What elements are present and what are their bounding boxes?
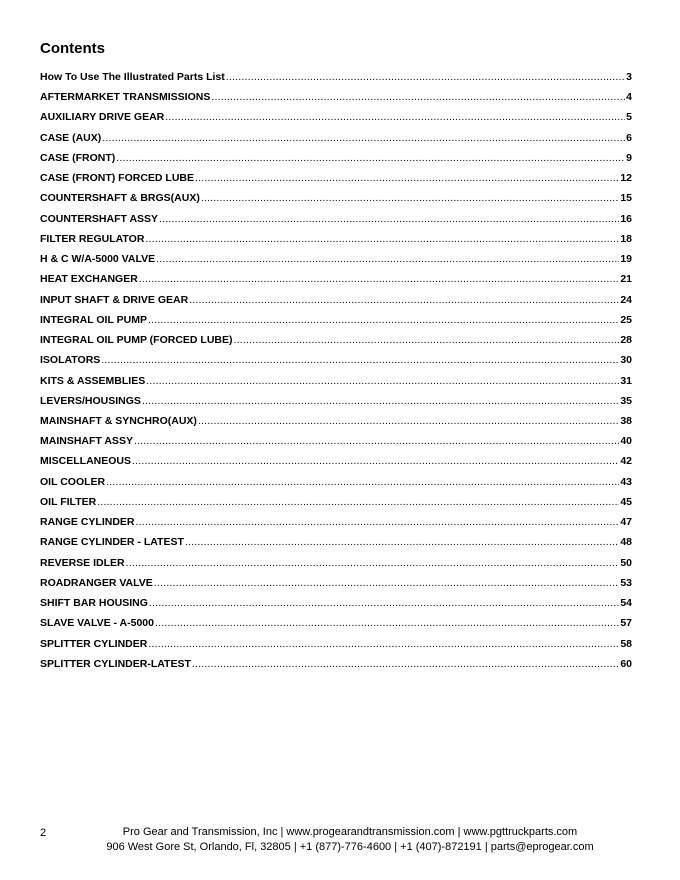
toc-entry[interactable] — [40, 171, 640, 191]
toc-entry-label: INTEGRAL OIL PUMP (FORCED LUBE) — [40, 334, 233, 347]
toc-dot-leader — [189, 293, 619, 308]
toc-dot-leader — [145, 232, 619, 247]
toc-dot-leader — [155, 616, 619, 631]
toc-entry-page: 40 — [620, 435, 632, 448]
toc-entry-label: RANGE CYLINDER - LATEST — [40, 536, 184, 549]
toc-entry-page: 47 — [620, 516, 632, 529]
toc-entry-page: 21 — [620, 273, 632, 286]
toc-dot-leader — [195, 171, 619, 186]
toc-entry[interactable] — [40, 232, 640, 252]
toc-entry-label: MAINSHAFT & SYNCHRO(AUX) — [40, 414, 197, 427]
toc-entry-label: SHIFT BAR HOUSING — [40, 597, 148, 610]
toc-dot-leader — [156, 252, 619, 267]
toc-entry[interactable] — [40, 414, 640, 434]
toc-entry-page: 50 — [620, 556, 632, 569]
toc-entry[interactable] — [40, 394, 640, 414]
toc-entry-label: LEVERS/HOUSINGS — [40, 394, 141, 407]
toc-dot-leader — [165, 110, 625, 125]
toc-entry-label: OIL FILTER — [40, 495, 97, 508]
toc-entry-label: H & C W/A-5000 VALVE — [40, 253, 156, 266]
toc-entry[interactable] — [40, 151, 640, 171]
toc-entry-label: COUNTERSHAFT ASSY — [40, 212, 159, 225]
toc-entry-label: ROADRANGER VALVE — [40, 576, 153, 589]
toc-entry-page: 58 — [620, 637, 632, 650]
toc-entry[interactable] — [40, 434, 640, 454]
toc-entry[interactable] — [40, 212, 640, 232]
toc-entry-page: 48 — [620, 536, 632, 549]
toc-entry-label: CASE (FRONT) — [40, 151, 116, 164]
toc-entry[interactable] — [40, 576, 640, 596]
toc-entry-page: 45 — [620, 495, 632, 508]
toc-entry-label: MISCELLANEOUS — [40, 455, 132, 468]
table-of-contents — [40, 70, 640, 677]
toc-entry[interactable] — [40, 515, 640, 535]
toc-entry-label: How To Use The Illustrated Parts List — [40, 71, 225, 83]
toc-entry[interactable] — [40, 333, 640, 353]
toc-entry-label: AUXILIARY DRIVE GEAR — [40, 111, 165, 124]
toc-entry-label: CASE (FRONT) FORCED LUBE — [40, 172, 194, 185]
toc-dot-leader — [142, 394, 619, 409]
toc-entry-page: 54 — [620, 597, 632, 610]
toc-entry[interactable] — [40, 272, 640, 292]
toc-entry-page: 16 — [620, 212, 632, 225]
toc-entry-page: 31 — [620, 374, 632, 387]
toc-dot-leader — [185, 535, 619, 550]
toc-entry-page: 6 — [626, 131, 632, 144]
toc-entry[interactable] — [40, 191, 640, 211]
toc-entry-label: COUNTERSHAFT & BRGS(AUX) — [40, 192, 200, 205]
toc-dot-leader — [146, 374, 619, 389]
toc-entry-page: 15 — [620, 192, 632, 205]
toc-entry-label: ISOLATORS — [40, 354, 101, 367]
toc-entry-label: KITS & ASSEMBLIES — [40, 374, 146, 387]
toc-entry-page: 24 — [620, 293, 632, 306]
toc-entry-label: RANGE CYLINDER — [40, 516, 135, 529]
toc-dot-leader — [139, 272, 620, 287]
toc-entry-page: 25 — [620, 313, 632, 326]
toc-entry-page: 28 — [620, 334, 632, 347]
page-footer — [0, 825, 680, 855]
toc-entry-page: 42 — [620, 455, 632, 468]
toc-dot-leader — [101, 353, 619, 368]
toc-entry-label: SPLITTER CYLINDER-LATEST — [40, 657, 191, 670]
toc-entry[interactable] — [40, 596, 640, 616]
toc-dot-leader — [211, 90, 625, 105]
toc-dot-leader — [201, 191, 619, 206]
toc-dot-leader — [148, 637, 619, 652]
toc-entry-page: 4 — [626, 91, 632, 104]
toc-dot-leader — [226, 70, 625, 85]
toc-entry[interactable] — [40, 657, 640, 677]
toc-dot-leader — [234, 333, 620, 348]
page-number: 2 — [40, 827, 47, 839]
toc-entry[interactable] — [40, 90, 640, 110]
toc-entry[interactable] — [40, 353, 640, 373]
toc-entry-page: 18 — [620, 232, 632, 245]
toc-entry-page: 9 — [626, 151, 632, 164]
toc-entry-label: HEAT EXCHANGER — [40, 273, 138, 286]
page-title: Contents — [40, 40, 105, 57]
toc-dot-leader — [97, 495, 619, 510]
toc-entry-page: 30 — [620, 354, 632, 367]
toc-entry-page: 53 — [620, 576, 632, 589]
toc-entry[interactable] — [40, 110, 640, 130]
toc-dot-leader — [159, 212, 619, 227]
toc-entry-label: SLAVE VALVE - A-5000 — [40, 617, 154, 630]
toc-dot-leader — [126, 556, 620, 571]
toc-entry[interactable] — [40, 495, 640, 515]
toc-entry[interactable] — [40, 293, 640, 313]
toc-entry[interactable] — [40, 131, 640, 151]
toc-dot-leader — [136, 515, 620, 530]
toc-dot-leader — [102, 131, 625, 146]
toc-dot-leader — [134, 434, 619, 449]
toc-entry-label: FILTER REGULATOR — [40, 232, 145, 245]
toc-entry[interactable] — [40, 374, 640, 394]
toc-entry[interactable] — [40, 252, 640, 272]
toc-dot-leader — [149, 596, 619, 611]
toc-entry-page: 5 — [626, 111, 632, 124]
toc-entry-page: 12 — [620, 172, 632, 185]
toc-entry[interactable] — [40, 313, 640, 333]
toc-entry-label: OIL COOLER — [40, 475, 106, 488]
toc-entry-page: 43 — [620, 475, 632, 488]
toc-entry-page: 19 — [620, 253, 632, 266]
toc-dot-leader — [154, 576, 620, 591]
toc-entry-label: INTEGRAL OIL PUMP — [40, 313, 147, 326]
toc-entry-page: 60 — [620, 657, 632, 670]
toc-entry[interactable] — [40, 637, 640, 657]
toc-entry-label: CASE (AUX) — [40, 131, 102, 144]
toc-entry[interactable] — [40, 475, 640, 495]
toc-dot-leader — [198, 414, 619, 429]
toc-dot-leader — [192, 657, 619, 672]
toc-dot-leader — [132, 454, 619, 469]
toc-entry-page: 38 — [620, 414, 632, 427]
toc-entry-page: 3 — [626, 71, 632, 83]
toc-entry-label: MAINSHAFT ASSY — [40, 435, 133, 448]
footer-address-line: 906 West Gore St, Orlando, Fl, 32805 | +1 (877)-776-4600 | +1 (407)-872191 | parts@eprogear.com — [106, 841, 594, 853]
toc-entry-page: 57 — [620, 617, 632, 630]
footer-company-line: Pro Gear and Transmission, Inc | www.progearandtransmission.com | www.pgttruckparts.com — [122, 826, 578, 838]
toc-entry-label: AFTERMARKET TRANSMISSIONS — [40, 91, 211, 104]
toc-entry-label: INPUT SHAFT & DRIVE GEAR — [40, 293, 189, 306]
toc-entry-label: REVERSE IDLER — [40, 556, 125, 569]
toc-entry-label: SPLITTER CYLINDER — [40, 637, 148, 650]
toc-dot-leader — [148, 313, 619, 328]
toc-entry[interactable] — [40, 616, 640, 636]
toc-entry[interactable] — [40, 556, 640, 576]
toc-dot-leader — [106, 475, 619, 490]
toc-entry[interactable] — [40, 70, 640, 90]
toc-dot-leader — [116, 151, 625, 166]
toc-entry-page: 35 — [620, 394, 632, 407]
toc-entry[interactable] — [40, 454, 640, 474]
toc-entry[interactable] — [40, 535, 640, 555]
